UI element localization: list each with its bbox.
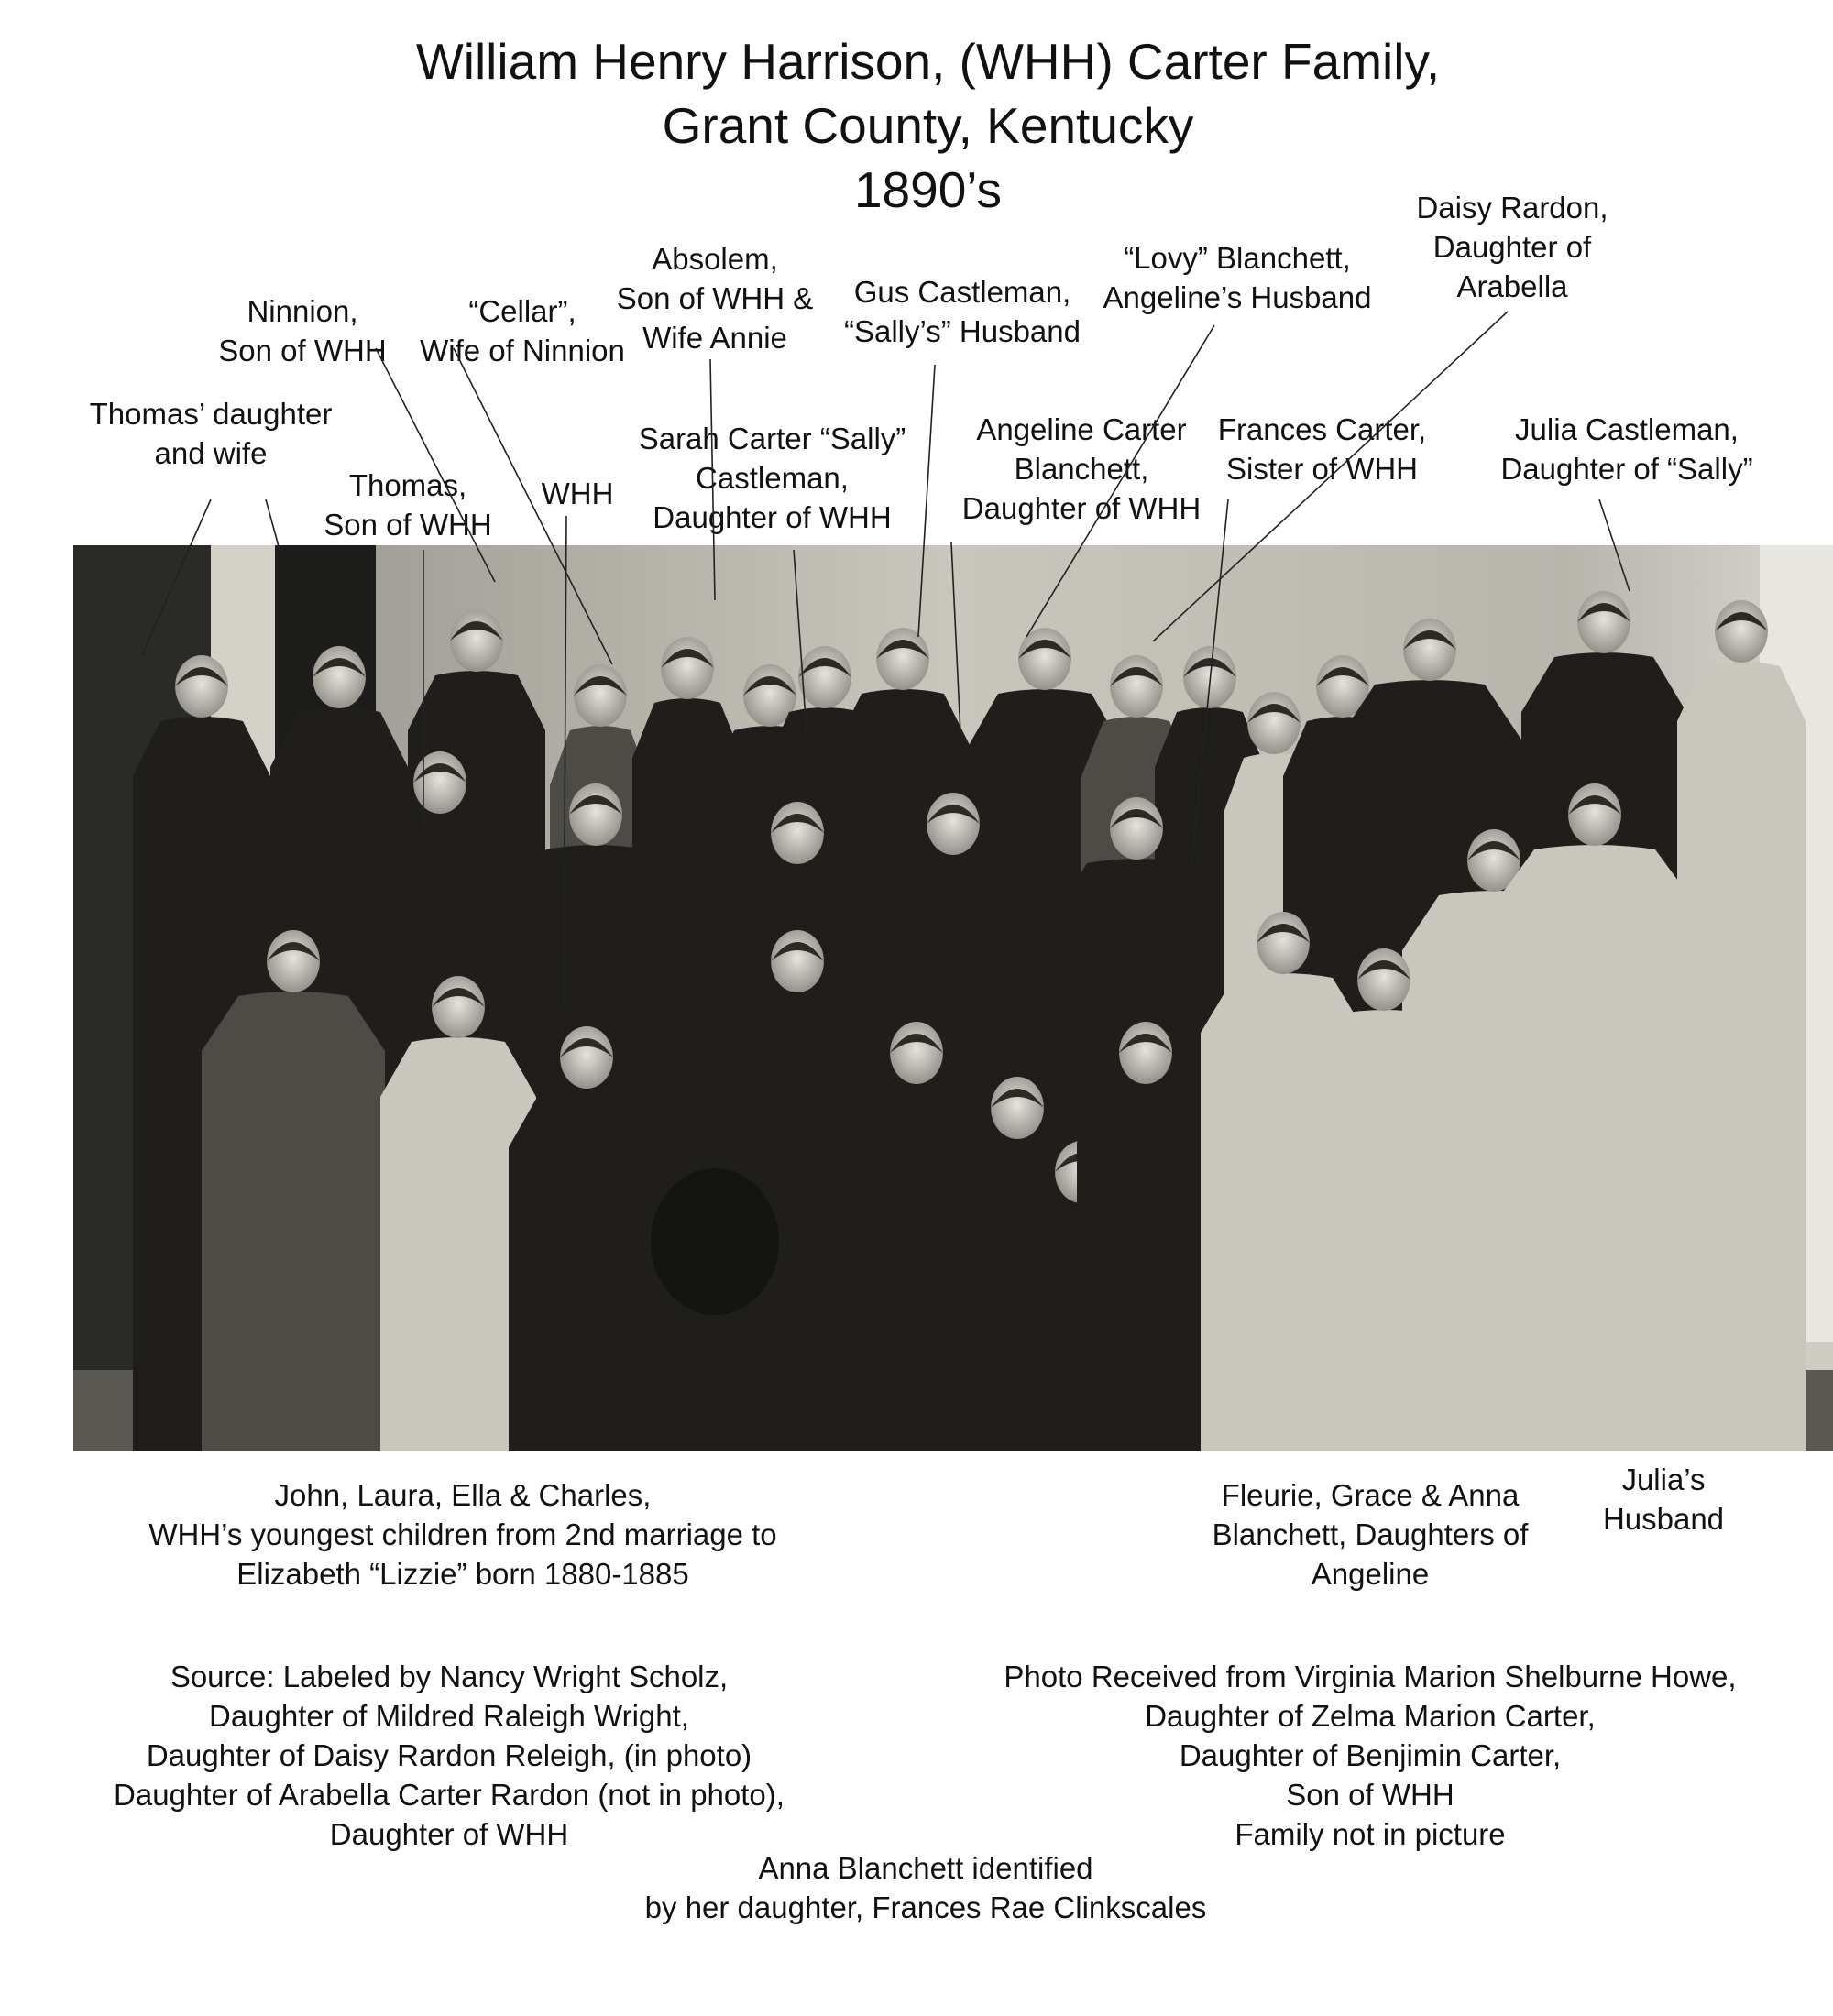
person-figure: [1077, 1083, 1214, 1451]
person-figure: [1306, 1010, 1462, 1451]
leader-line: [266, 499, 280, 550]
person-face: [1110, 655, 1163, 718]
person-face: [569, 783, 622, 846]
person-face: [1577, 591, 1630, 653]
label-sarah-carter: Sarah Carter “Sally” Castleman, Daughter of WHH: [638, 422, 906, 534]
label-gus-castleman: Gus Castleman, “Sally’s” Husband: [843, 275, 1081, 348]
person-face: [1110, 797, 1163, 860]
person-face: [450, 609, 503, 672]
caption-julias-husband: Julia’s Husband: [1602, 1463, 1725, 1536]
caption-source: Source: Labeled by Nancy Wright Scholz, Daughter of Mildred Raleigh Wright, Daughter of Daisy Rardon Releigh, (in photo) Daughter of Arabella Carter Rardon (not in photo), Daughter of WHH: [114, 1660, 785, 1851]
label-daisy-rardon: Daisy Rardon, Daughter of Arabella: [1416, 191, 1608, 303]
person-face: [1715, 600, 1768, 663]
caption-identified: Anna Blanchett identified by her daughter, Frances Rae Clinkscales: [644, 1851, 1207, 1924]
title-line-3: 1890’s: [853, 161, 1003, 218]
label-whh: WHH: [541, 477, 614, 510]
person-face: [771, 802, 824, 864]
caption-blanchett-daughters: Fleurie, Grace & Anna Blanchett, Daughters of Angeline: [1212, 1478, 1529, 1591]
person-figure: [202, 992, 385, 1451]
family-group-photograph: [73, 545, 1833, 1451]
dog-figure: [651, 1168, 779, 1315]
label-frances-carter: Frances Carter, Sister of WHH: [1217, 412, 1427, 486]
person-face: [1119, 1022, 1172, 1084]
caption-youngest-children: John, Laura, Ella & Charles, WHH’s youngest children from 2nd marriage to Elizabeth “Lizzie” born 1880-1885: [148, 1478, 777, 1591]
person-figure: [1677, 662, 1806, 1451]
person-face: [927, 793, 980, 855]
caption-photo-received: Photo Received from Virginia Marion Shelburne Howe, Daughter of Zelma Marion Carter, Daughter of Benjimin Carter, Son of WHH Family not in picture: [1004, 1660, 1737, 1851]
label-julia-castleman: Julia Castleman, Daughter of “Sally”: [1500, 412, 1753, 486]
person-figure: [1494, 845, 1696, 1451]
person-face: [313, 646, 366, 708]
label-absolem: Absolem, Son of WHH & Wife Annie: [616, 242, 814, 355]
title-line-1: William Henry Harrison, (WHH) Carter Family,: [415, 33, 1441, 90]
person-face: [413, 751, 466, 814]
person-face: [175, 655, 228, 718]
label-cellar: “Cellar”, Wife of Ninnion: [420, 294, 625, 367]
person-face: [432, 976, 485, 1038]
label-thomas: Thomas, Son of WHH: [324, 468, 492, 542]
person-face: [1018, 628, 1071, 690]
label-ninnion: Ninnion, Son of WHH: [218, 294, 387, 367]
person-face: [1357, 948, 1410, 1011]
person-face: [798, 646, 851, 708]
title-line-2: Grant County, Kentucky: [662, 97, 1194, 154]
person-face: [574, 664, 627, 727]
person-face: [771, 930, 824, 992]
label-lovy-blanchett: “Lovy” Blanchett, Angeline’s Husband: [1103, 241, 1372, 314]
person-face: [1403, 619, 1456, 681]
person-face: [991, 1077, 1044, 1139]
person-face: [1183, 646, 1236, 708]
person-face: [1247, 692, 1301, 754]
person-face: [1257, 912, 1310, 974]
label-angeline-carter: Angeline Carter Blanchett, Daughter of WHH: [961, 412, 1202, 525]
person-face: [1568, 783, 1621, 846]
person-face: [267, 930, 320, 992]
person-figure: [509, 1088, 664, 1451]
person-face: [560, 1026, 613, 1089]
person-face: [661, 637, 714, 699]
person-face: [876, 628, 929, 690]
label-thomas-daughter-and-wife: Thomas’ daughter and wife: [89, 397, 333, 470]
person-face: [890, 1022, 943, 1084]
